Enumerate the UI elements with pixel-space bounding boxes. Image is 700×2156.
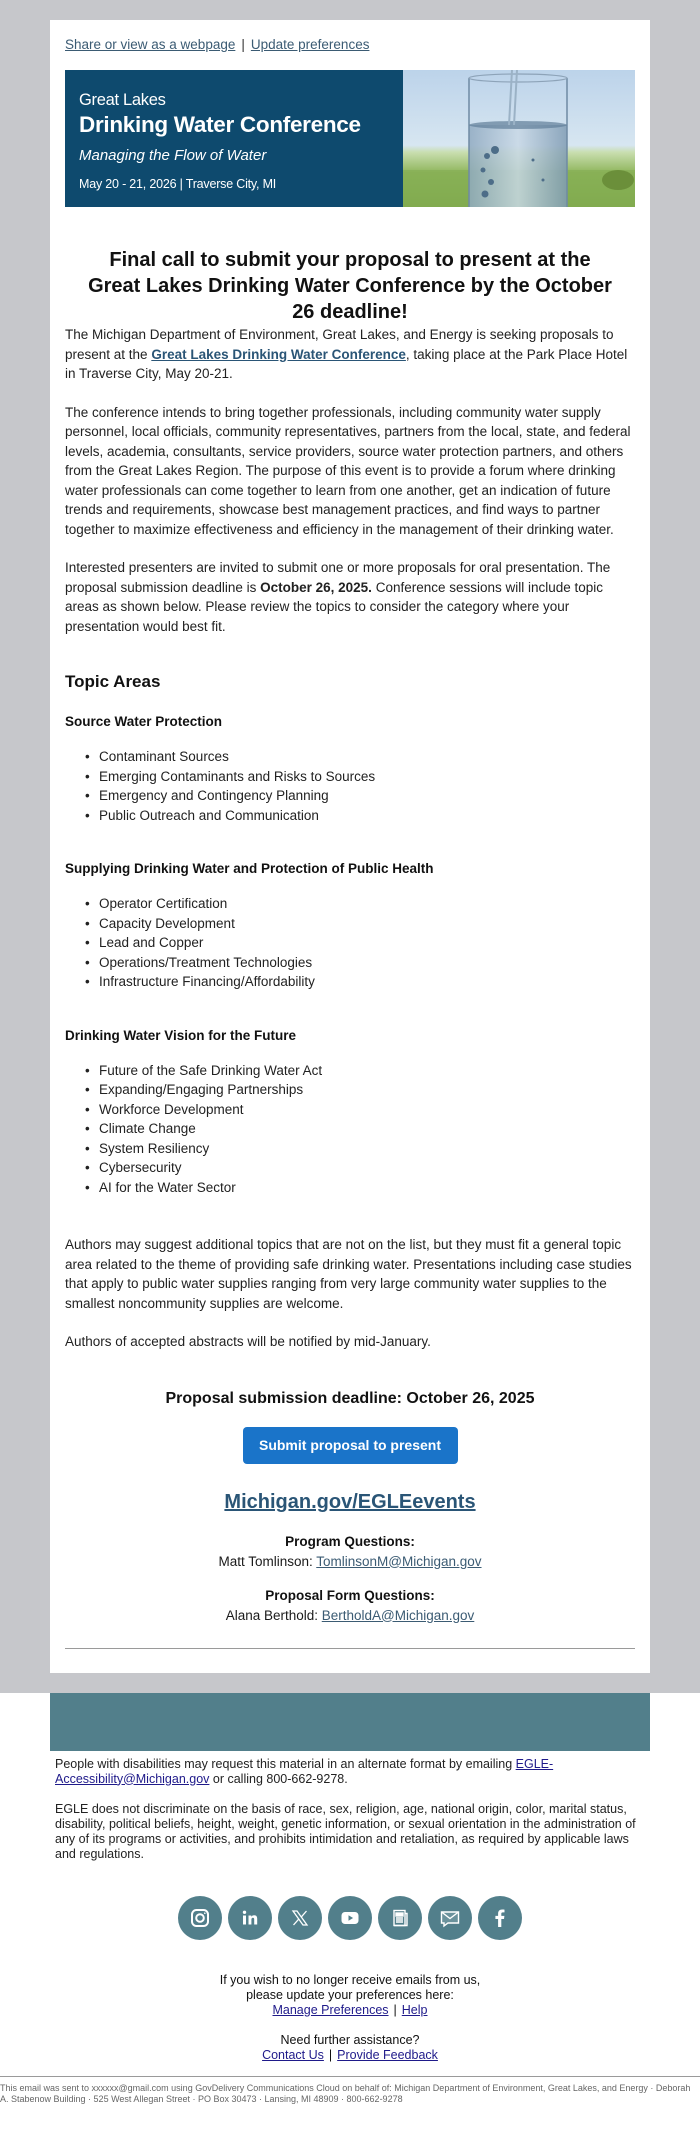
topic-list [65, 1061, 635, 1198]
contact-us-link[interactable]: Contact Us [262, 2047, 324, 2062]
additional-topics-paragraph: Authors may suggest additional topics that are not on the list, but they must fit a general topic area related to the theme of providing safe drinking water. Presentations including case studies that apply to public water supplies ranging from very large community water supplies to the smallest noncommunity supplies are welcome. [65, 1237, 632, 1311]
instagram-icon[interactable] [178, 1896, 222, 1940]
topic-heading: Source Water Protection [65, 714, 223, 729]
linkedin-icon[interactable] [228, 1896, 272, 1940]
provide-feedback-link[interactable]: Provide Feedback [337, 2047, 438, 2062]
assistance-links [0, 2048, 700, 2063]
link-separator: | [328, 2047, 333, 2062]
contact-line [65, 1606, 635, 1626]
deadline-bold: October 26, 2025. [260, 579, 372, 595]
invite-text-2: Conference sessions will include topic areas as shown below. Please review the topics to consider the category where your presentation would best fit. [65, 579, 604, 634]
facebook-icon[interactable] [478, 1896, 522, 1940]
footer-banner-bar [50, 1693, 650, 1751]
update-preferences-link[interactable]: Update preferences [250, 37, 370, 52]
banner-text-panel [65, 70, 403, 207]
list-item: • Lead and Copper [99, 933, 635, 953]
list-item: • Public Outreach and Communication [99, 806, 635, 826]
invite-paragraph [65, 558, 635, 636]
contact-name: Alana Berthold: [225, 1607, 322, 1623]
banner-title: Drinking Water Conference [79, 112, 361, 137]
list-item: • Cybersecurity [99, 1158, 635, 1178]
email-card [50, 20, 650, 1673]
program-contact [65, 1532, 635, 1572]
form-contact [65, 1586, 635, 1626]
accessibility-text-2: or calling 800-662-9278. [209, 1771, 348, 1786]
contact-email-link[interactable]: BertholdA@Michigan.gov [321, 1607, 475, 1623]
youtube-icon[interactable] [328, 1896, 372, 1940]
social-links [0, 1896, 700, 1940]
deadline-heading: Proposal submission deadline: October 26, 2025 [165, 1389, 535, 1407]
assistance-text: Need further assistance? [280, 2032, 420, 2047]
unsubscribe-line2: please update your preferences here: [246, 1987, 454, 2002]
preference-links [0, 2003, 700, 2018]
footer-notices [0, 1751, 700, 1862]
list-item: • Emerging Contaminants and Risks to Sources [99, 767, 635, 787]
topic-group [65, 1028, 635, 1198]
headline: Final call to submit your proposal to present at the Great Lakes Drinking Water Conference by the October 26 deadline! [88, 249, 612, 323]
conference-banner [65, 70, 635, 207]
share-webpage-link[interactable]: Share or view as a webpage [65, 37, 236, 52]
unsubscribe-line1: If you wish to no longer receive emails from us, [219, 1972, 481, 1987]
topic-group [65, 861, 635, 992]
list-item: • Operator Certification [99, 894, 635, 914]
banner-tagline: Managing the Flow of Water [79, 147, 267, 164]
list-item: • System Resiliency [99, 1139, 635, 1159]
intro-text-1: The Michigan Department of Environment, Great Lakes, and Energy is seeking proposals to present at the [65, 327, 614, 362]
contact-email-link[interactable]: TomlinsonM@Michigan.gov [316, 1553, 482, 1569]
contact-line [65, 1552, 635, 1572]
topic-list [65, 894, 635, 992]
invite-text-1: Interested presenters are invited to submit one or more proposals for oral presentation. The proposal submission deadline is [65, 560, 611, 595]
submit-proposal-button[interactable]: Submit proposal to present [243, 1427, 458, 1464]
contact-heading: Program Questions: [285, 1533, 415, 1549]
list-item: • AI for the Water Sector [99, 1178, 635, 1198]
banner-line1: Great Lakes [79, 91, 166, 109]
topic-group [65, 714, 635, 825]
list-item: • Operations/Treatment Technologies [99, 953, 635, 973]
accessibility-text-1: People with disabilities may request this material in an alternate format by emailing [55, 1756, 516, 1771]
banner-date-location: May 20 - 21, 2026 | Traverse City, MI [79, 177, 277, 191]
topic-heading: Supplying Drinking Water and Protection of Public Health [65, 861, 434, 876]
topic-list [65, 747, 635, 825]
email-icon[interactable] [428, 1896, 472, 1940]
contact-name: Matt Tomlinson: [218, 1553, 317, 1569]
unsubscribe-section [0, 1973, 700, 2063]
x-icon[interactable] [278, 1896, 322, 1940]
accessibility-email-link[interactable]: EGLE-Accessibility@Michigan.gov [55, 1756, 554, 1786]
topic-heading: Drinking Water Vision for the Future [65, 1027, 297, 1043]
help-link[interactable]: Help [401, 2002, 428, 2017]
card-divider [65, 1648, 635, 1649]
banner-photo [403, 70, 635, 207]
glass-of-water-icon [403, 70, 635, 207]
egle-events-link[interactable]: Michigan.gov/EGLEevents [224, 1490, 476, 1513]
newsletter-icon[interactable] [378, 1896, 422, 1940]
legal-footer: This email was sent to xxxxxx@gmail.com using GovDelivery Communications Cloud on behalf of: Michigan Department of Environment, Great Lakes, and Energy · Deborah A. Stabenow Building · 525 West Allegan Street · PO Box 30473 · Lansing, MI 48909 · 800-662-9278 [0, 2082, 691, 2104]
list-item: • Workforce Development [99, 1100, 635, 1120]
list-item: • Capacity Development [99, 914, 635, 934]
link-separator: | [393, 2002, 397, 2017]
list-item: • Future of the Safe Drinking Water Act [99, 1061, 635, 1081]
list-item: • Expanding/Engaging Partnerships [99, 1080, 635, 1100]
nondiscrimination-notice: EGLE does not discriminate on the basis of race, sex, religion, age, national origin, color, marital status, disability, political beliefs, height, weight, genetic information, or sexual orientation in the administration of any of its programs or activities, and prohibits intimidation and retaliation, as required by applicable laws and regulations. [55, 1801, 636, 1861]
list-item: • Infrastructure Financing/Affordability [99, 972, 635, 992]
purpose-paragraph: The conference intends to bring together professionals, including community water supply personnel, local officials, community representatives, partners from the local, state, and federal levels, academia, consultants, service providers, source water protection partners, and others from the Great Lakes Region. The purpose of this event is to provide a forum where drinking water professionals can come together to learn from one another, get an indication of future trends and requirements, showcase best management practices, and find ways to partner together to maximize effectiveness and efficiency in the management of their drinking water. [65, 404, 631, 537]
list-item: • Climate Change [99, 1119, 635, 1139]
contact-heading: Proposal Form Questions: [265, 1587, 435, 1603]
topic-areas-title: Topic Areas [65, 672, 161, 691]
manage-preferences-link[interactable]: Manage Preferences [272, 2002, 389, 2017]
intro-paragraph [65, 325, 635, 384]
intro-text-2: , taking place at the Park Place Hotel in Traverse City, May 20-21. [65, 346, 628, 381]
top-links [65, 36, 635, 58]
link-separator: | [241, 37, 245, 52]
conference-link[interactable]: Great Lakes Drinking Water Conference [151, 346, 406, 362]
list-item: • Emergency and Contingency Planning [99, 786, 635, 806]
notification-paragraph: Authors of accepted abstracts will be notified by mid-January. [65, 1334, 431, 1349]
button-wrapper [65, 1427, 635, 1464]
accessibility-notice [55, 1757, 645, 1787]
list-item: • Contaminant Sources [99, 747, 635, 767]
